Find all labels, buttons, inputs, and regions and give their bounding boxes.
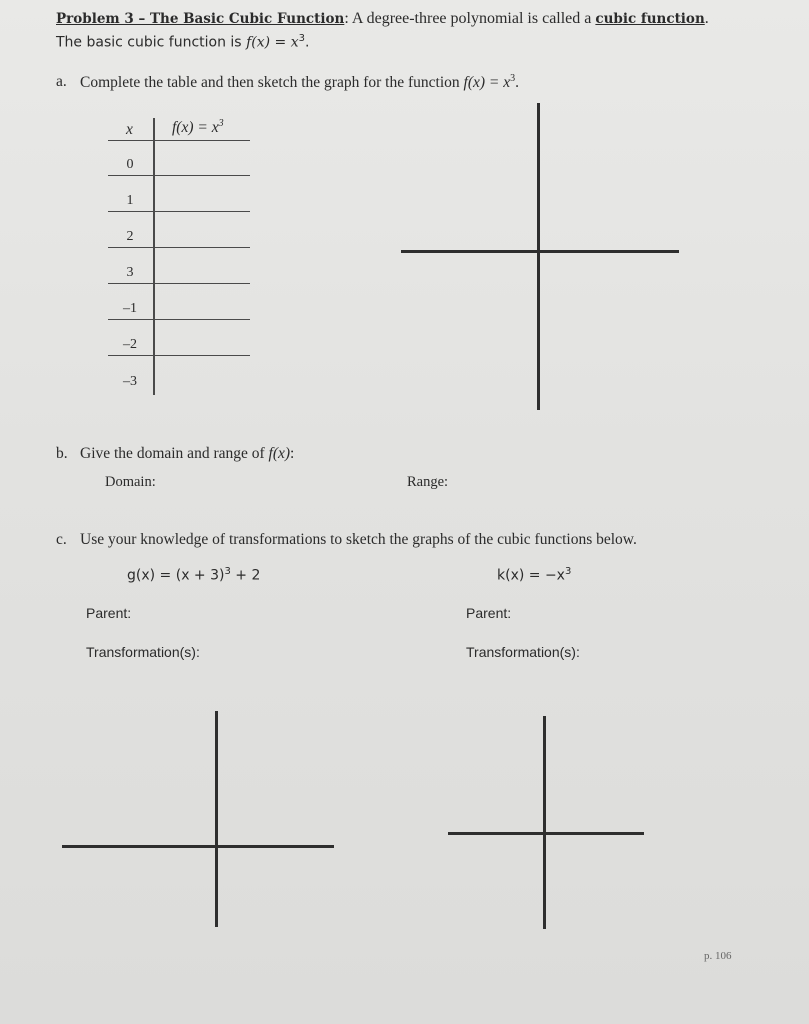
axis-vertical (543, 716, 546, 929)
problem-title: Problem 3 – The Basic Cubic Function: A degree-three polynomial is called a cubic function. (56, 10, 709, 27)
axis-horizontal (62, 845, 334, 848)
table-row-rule (108, 247, 250, 248)
part-c-instruction: Use your knowledge of transformations to sketch the graphs of the cubic functions below. (80, 531, 637, 548)
part-c-label: c. (56, 531, 67, 548)
parent-label-right: Parent: (466, 605, 512, 621)
table-cell-x: 2 (126, 229, 134, 244)
part-a-label: a. (56, 73, 67, 90)
page-number: p. 106 (704, 950, 732, 962)
part-b-label: b. (56, 445, 68, 462)
axis-horizontal (401, 250, 679, 253)
intro-text: A degree-three polynomial is called a (351, 10, 592, 27)
k-function: $k(x) = -x^3$ (497, 566, 572, 584)
g-function: $g(x) = (x + 3)^3 + 2$ (127, 566, 261, 584)
table-cell-x: 3 (126, 265, 134, 280)
table-cell-x: –2 (123, 337, 137, 352)
domain-label: Domain: (105, 474, 156, 490)
table-row-rule (108, 319, 250, 320)
parent-label-left: Parent: (86, 605, 132, 621)
table-header-fx: $f(x) = x^3$ (172, 118, 224, 137)
table-row-rule (108, 175, 250, 176)
axis-horizontal (448, 832, 644, 835)
range-label: Range: (407, 474, 449, 490)
table-cell-x: –1 (123, 301, 137, 316)
transformation-label-right: Transformation(s): (466, 644, 580, 660)
table-header-x: x (126, 121, 133, 138)
part-a-instruction: Complete the table and then sketch the graph for the function $f(x) = x^3$. (80, 73, 519, 92)
table-header-rule (108, 140, 250, 141)
table-cell-x: 0 (126, 157, 134, 172)
cubic-function-term: cubic function (595, 11, 705, 27)
table-row-rule (108, 355, 250, 356)
axis-vertical (215, 711, 218, 927)
table-vertical-divider (153, 118, 155, 395)
table-cell-x: –3 (123, 374, 137, 389)
table-cell-x: 1 (126, 193, 134, 208)
table-row-rule (108, 211, 250, 212)
basic-function-line: The basic cubic function is $f(x) = x^3$. (56, 33, 310, 51)
problem-label: Problem 3 – The Basic Cubic Function (56, 11, 345, 27)
part-b-instruction: Give the domain and range of f(x): (80, 445, 295, 462)
transformation-label-left: Transformation(s): (86, 644, 200, 660)
axis-vertical (537, 103, 540, 410)
table-row-rule (108, 283, 250, 284)
